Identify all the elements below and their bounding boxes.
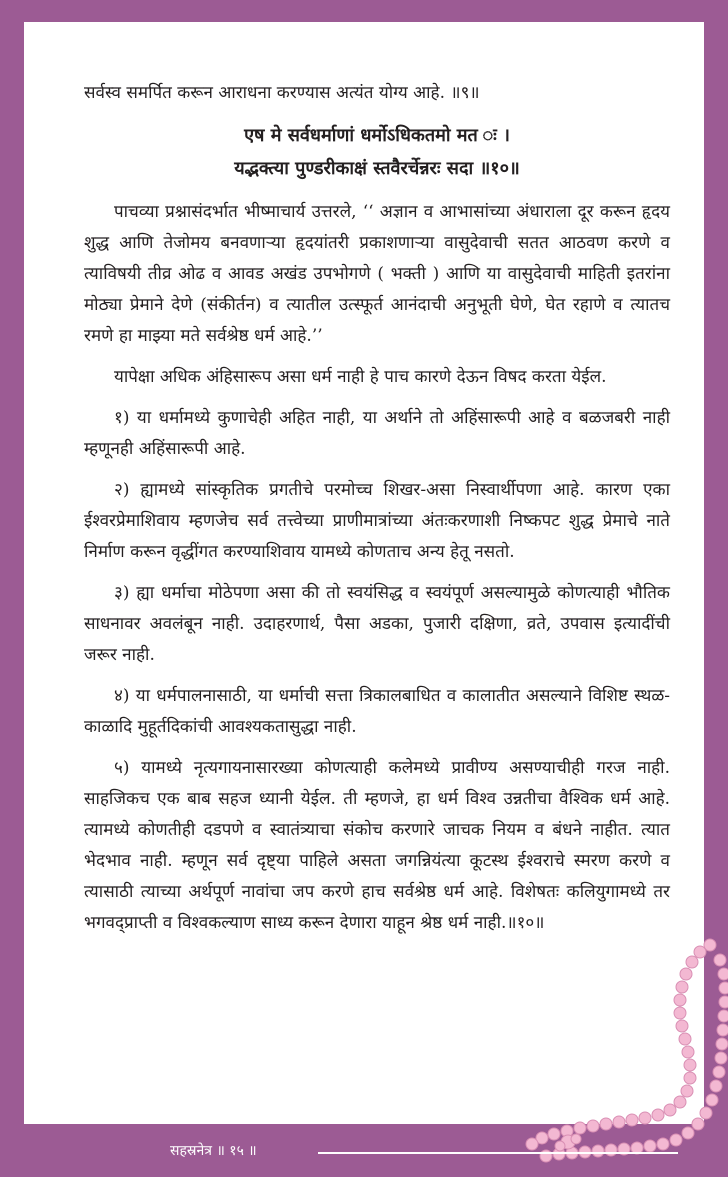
paragraph-reason-1: १) या धर्मामध्ये कुणाचेही अहित नाही, या अर्थाने तो अहिंसारूपी आहे व बळजबरी नाही म्हणूनही अहिंसारूपी आहे.: [84, 408, 670, 459]
footer-rule: [318, 1152, 678, 1154]
paragraph-reason-5: ५) यामध्ये नृत्यगायनासारख्या कोणत्याही कलेमध्ये प्रावीण्य असण्याचीही गरज नाही. साहजिकच एक बाब सहज ध्यानी येईल. ती म्हणजे, हा धर्म विश्व उन्नतीचा वैश्विक धर्म आहे. त्यामध्ये कोणतीही दडपणे व स्वातंत्र्याचा संकोच करणारे जाचक नियम व बंधने नाहीत. त्यात भेदभाव नाही. म्हणून सर्व दृष्ट्या पाहिले असता जगन्नियंत्या कूटस्थ ईश्वराचे स्मरण करणे व त्यासाठी त्याच्या अर्थपूर्ण नावांचा जप करणे हाच सर्वश्रेष्ठ धर्म आहे. विशेषतः कलियुगामध्ये तर भगवद्प्राप्ती व विश्वकल्याण साध्य करून देणारा याहून श्रेष्ठ धर्म नाही.॥१०॥: [84, 758, 670, 933]
prayer-beads-icon: [520, 930, 728, 1177]
paragraph-reason-4: ४) या धर्मपालनासाठी, या धर्माची सत्ता त्रिकालबाधित व कालातीत असल्याने विशिष्ट स्थळ-काळादि मुहूर्तदिकांची आवश्यकतासुद्धा नाही.: [84, 686, 670, 737]
verse-line-1: एष मे सर्वधर्माणां धर्मोऽधिकतमो मत ः ।: [244, 125, 510, 146]
paragraph-five-reasons: यापेक्षा अधिक अंहिसारूप असा धर्म नाही हे पाच कारणे देऊन विषद करता येईल.: [114, 367, 607, 387]
sanskrit-verse: [84, 119, 670, 185]
verse-line-2: यद्भक्त्या पुण्डरीकाक्षं स्तवैरर्चेन्नरः सदा ॥१०॥: [234, 158, 520, 179]
paragraph-intro: सर्वस्व समर्पित करून आराधना करण्यास अत्यंत योग्य आहे. ॥९॥: [84, 83, 480, 103]
paragraph-reason-3: ३) ह्या धर्माचा मोठेपणा असा की तो स्वयंसिद्ध व स्वयंपूर्ण असल्यामुळे कोणत्याही भौतिक साधनावर अवलंबून नाही. उदाहरणार्थ, पैसा अडका, पुजारी दक्षिणा, व्रते, उपवास इत्यादींची जरूर नाही.: [84, 583, 670, 665]
paragraph-reason-2: २) ह्यामध्ये सांस्कृतिक प्रगतीचे परमोच्च शिखर-असा निस्वार्थीपणा आहे. कारण एका ईश्वरप्रेमाशिवाय म्हणजेच सर्व तत्त्वेच्या प्राणीमात्रांच्या अंतःकरणाशी निष्कपट शुद्ध प्रेमाचे नाते निर्माण करून वृद्धींगत करण्याशिवाय यामध्ये कोणताच अन्य हेतू नसतो.: [84, 480, 670, 562]
page-body: [84, 78, 670, 949]
paragraph-bhishma-answer: पाचव्या प्रश्नासंदर्भात भीष्माचार्य उत्तरले, ‘‘ अज्ञान व आभासांच्या अंधाराला दूर करून हृदय शुद्ध आणि तेजोमय बनवणाऱ्या हृदयांतरी प्रकाशणाऱ्या वासुदेवाची सतत आठवण करणे व त्याविषयी तीव्र ओढ व आवड अखंड उपभोगणे ( भक्ती ) आणि या वासुदेवाची माहिती इतरांना मोठ्या प्रेमाने देणे (संकीर्तन) व त्यातील उत्स्फूर्त आनंदाची अनुभूती घेणे, घेत रहाणे व त्यातच रमणे हा माझ्या मते सर्वश्रेष्ठ धर्म आहे.’’: [84, 202, 670, 346]
page-footer: सहस्रनेत्र ॥ १५ ॥: [170, 1143, 257, 1159]
